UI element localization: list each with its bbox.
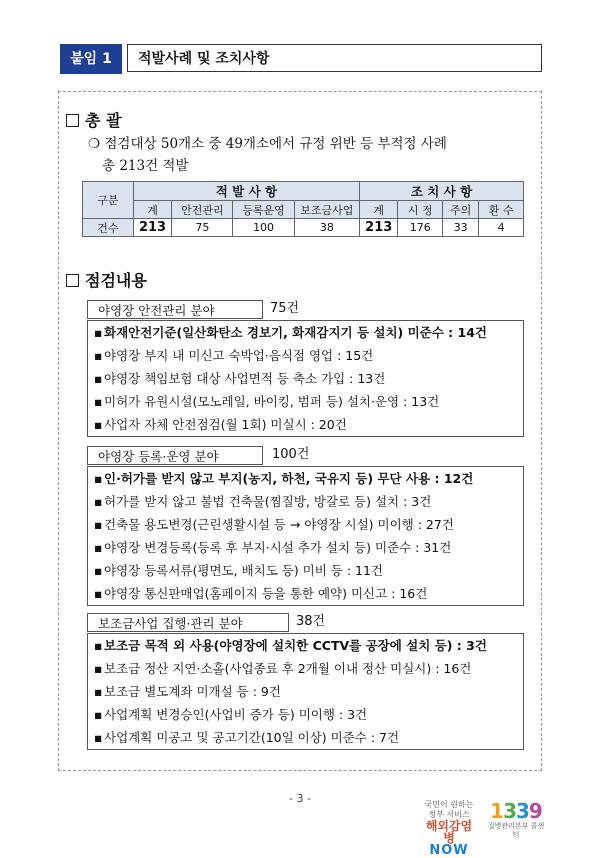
list-item: ▪ 인·허가를 받지 않고 부지(농지, 하천, 국유지 등) 무단 사용 : 12건	[94, 471, 474, 486]
val-registration: 100	[233, 219, 294, 237]
category-list-safety	[87, 320, 524, 437]
page-title: 적발사례 및 조치사항	[127, 44, 542, 72]
checkbox-square-icon	[66, 274, 79, 287]
category-count-safety: 75건	[270, 301, 300, 316]
category-title-subsidy: 보조금사업 집행·관리 분야	[87, 613, 289, 632]
th-registration: 등록운영	[233, 201, 294, 219]
list-item: ▪ 야영장 책임보험 대상 사업면적 등 축소 가입 : 13건	[94, 371, 386, 386]
col-gubun: 구분	[83, 182, 134, 219]
page-number: - 3 -	[289, 792, 311, 805]
th-refund: 환 수	[479, 201, 524, 219]
summary-heading: 총 괄	[66, 108, 121, 131]
summary-table	[82, 181, 524, 237]
th-caution: 주의	[443, 201, 479, 219]
list-item: ▪ 미허가 유원시설(모노레일, 바이킹, 범퍼 등) 설치·운영 : 13건	[94, 394, 440, 409]
category-title-safety: 야영장 안전관리 분야	[87, 300, 263, 319]
list-item: ▪ 보조금 정산 지연·소홀(사업종료 후 2개월 이내 정산 미실시) : 16건	[94, 661, 472, 676]
th-safety: 안전관리	[172, 201, 233, 219]
kcdc-call-center-logo: 1339 질병관리본부 콜센터	[487, 799, 545, 839]
list-item: ▪ 야영장 등록서류(평면도, 배치도 등) 미비 등 : 11건	[94, 563, 384, 578]
list-item: ▪ 건축물 용도변경(근린생활시설 등 → 야영장 시설) 미이행 : 27건	[94, 517, 454, 532]
val-correction: 176	[398, 219, 443, 237]
list-item: ▪ 보조금 목적 외 사용(야영장에 설치한 CCTV를 공장에 설치 등) : 3건	[94, 638, 487, 653]
group-action: 조 치 사 항	[360, 182, 524, 201]
category-list-registration	[87, 466, 524, 606]
category-count-registration: 100건	[272, 447, 310, 462]
list-item: ▪ 야영장 변경등록(등록 후 부지·시설 추가 설치 등) 미준수 : 31건	[94, 540, 452, 555]
checkbox-square-icon	[66, 114, 79, 127]
val-total-2: 213	[360, 219, 398, 237]
details-heading: 점검내용	[66, 268, 147, 291]
group-detection: 적 발 사 항	[133, 182, 359, 201]
summary-text	[88, 133, 447, 177]
page-header	[60, 44, 542, 74]
list-item: ▪ 사업자 자체 안전점검(월 1회) 미실시 : 20건	[94, 417, 347, 432]
th-total-2: 계	[360, 201, 398, 219]
th-subsidy: 보조금사업	[294, 201, 359, 219]
appendix-badge: 붙임 1	[60, 44, 122, 74]
list-item: ▪ 사업계획 변경승인(사업비 증가 등) 미이행 : 3건	[94, 707, 368, 722]
val-safety: 75	[172, 219, 233, 237]
overseas-infection-now-logo: 국민이 원하는 정부 서비스 해외감염병 NOW	[424, 800, 474, 858]
th-correction: 시 정	[398, 201, 443, 219]
list-item: ▪ 보조금 별도계좌 미개설 등 : 9건	[94, 684, 281, 699]
val-caution: 33	[443, 219, 479, 237]
list-item: ▪ 화재안전기준(일산화탄소 경보기, 화재감지기 등 설치) 미준수 : 14건	[94, 325, 487, 340]
list-item: ▪ 허가를 받지 않고 불법 건축물(찜질방, 방갈로 등) 설치 : 3건	[94, 494, 432, 509]
val-total-1: 213	[133, 219, 171, 237]
th-total-1: 계	[133, 201, 171, 219]
category-count-subsidy: 38건	[296, 614, 326, 629]
category-list-subsidy	[87, 633, 524, 750]
list-item: ▪ 사업계획 미공고 및 공고기간(10일 이상) 미준수 : 7건	[94, 730, 400, 745]
summary-line-1: ❍ 점검대상 50개소 중 49개소에서 규정 위반 등 부적정 사례	[88, 136, 447, 152]
list-item: ▪ 야영장 통신판매업(홈페이지 등을 통한 예약) 미신고 : 16건	[94, 586, 428, 601]
val-refund: 4	[479, 219, 524, 237]
row-label: 건수	[83, 219, 134, 237]
list-item: ▪ 야영장 부지 내 미신고 숙박업·음식점 영업 : 15건	[94, 348, 374, 363]
summary-line-2: 총 213건 적발	[102, 158, 189, 174]
category-title-registration: 야영장 등록·운영 분야	[87, 446, 263, 465]
val-subsidy: 38	[294, 219, 359, 237]
